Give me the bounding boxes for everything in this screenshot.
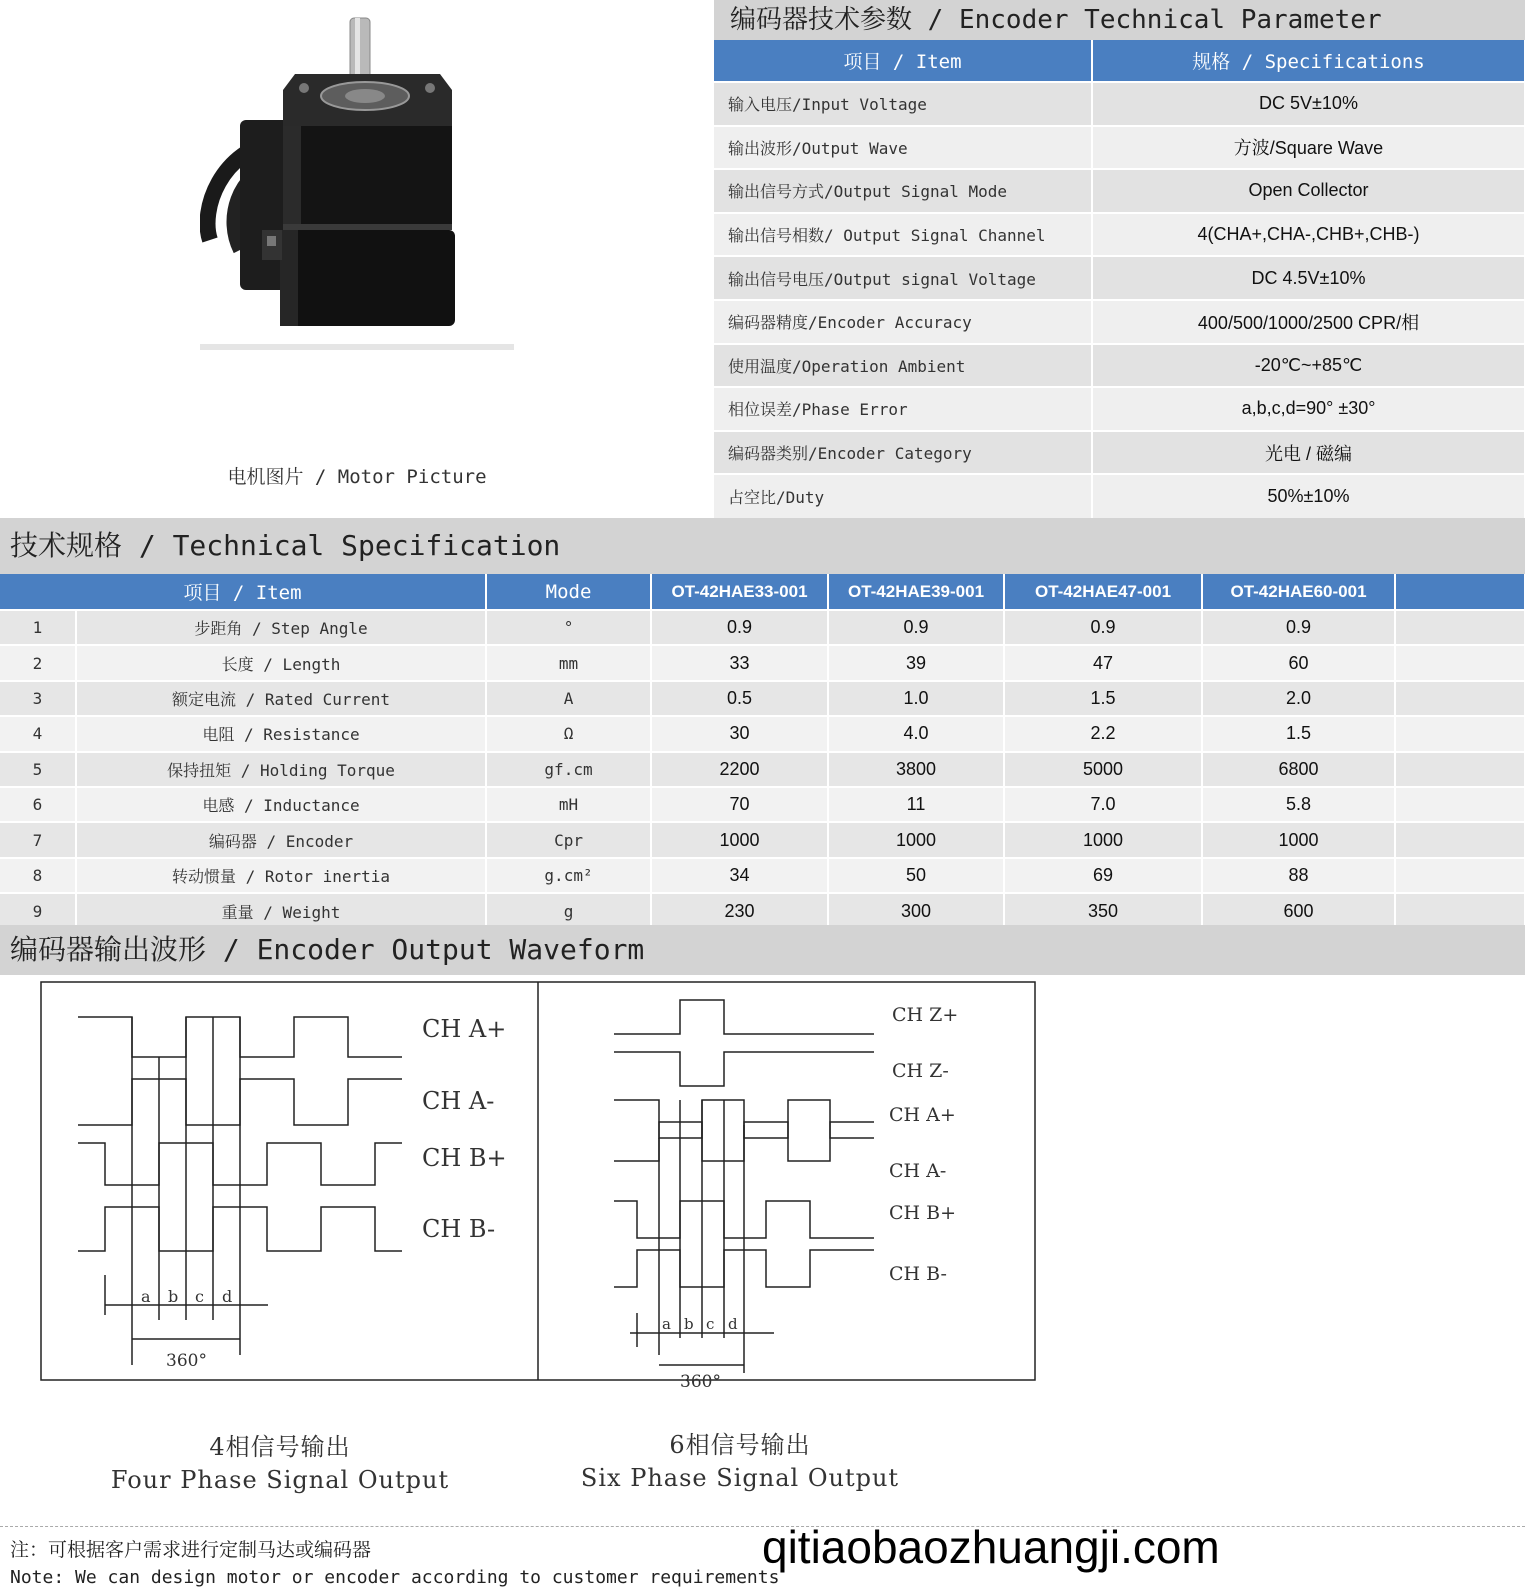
encoder-table-header: [714, 40, 1525, 82]
spec-index: 4: [0, 716, 76, 751]
encoder-spec: a,b,c,d=90° ±30°: [1092, 387, 1525, 431]
spec-value: 0.9: [651, 610, 828, 645]
encoder-parameter-table: [714, 40, 1525, 518]
six-phase-label-a-minus: CH A-: [889, 1160, 947, 1182]
four-phase-caption: [100, 1427, 460, 1494]
encoder-header-spec: 规格 / Specifications: [1092, 40, 1525, 82]
table-row: [714, 213, 1525, 257]
spec-unit: Ω: [486, 716, 651, 751]
spec-value: 2200: [651, 752, 828, 787]
motor-picture-caption: 电机图片 / Motor Picture: [227, 466, 487, 488]
spec-item: 转动惯量 / Rotor inertia: [76, 858, 486, 893]
spec-blank: [1395, 787, 1525, 822]
six-phase-tick: a: [662, 1315, 671, 1333]
encoder-item: 编码器精度/Encoder Accuracy: [714, 300, 1092, 344]
six-phase-label-a-plus: CH A+: [889, 1104, 956, 1126]
spec-unit: g: [486, 893, 651, 928]
spec-item: 电感 / Inductance: [76, 787, 486, 822]
spec-unit: Cpr: [486, 822, 651, 857]
six-phase-label-b-plus: CH B+: [889, 1202, 957, 1224]
encoder-item: 使用温度/Operation Ambient: [714, 344, 1092, 388]
table-row: [714, 474, 1525, 518]
spec-index: 5: [0, 752, 76, 787]
spec-item: 保持扭矩 / Holding Torque: [76, 752, 486, 787]
spec-value: 88: [1202, 858, 1395, 893]
four-phase-label-a-plus: CH A+: [422, 1015, 507, 1043]
spec-value: 70: [651, 787, 828, 822]
four-phase-label-b-minus: CH B-: [422, 1215, 496, 1243]
encoder-spec: 光电 / 磁编: [1092, 431, 1525, 475]
tech-table-header: [0, 574, 1525, 610]
spec-blank: [1395, 858, 1525, 893]
encoder-parameter-panel: [714, 0, 1525, 518]
motor-picture-panel: [0, 0, 714, 518]
spec-value: 47: [1004, 645, 1202, 680]
spec-value: 1.5: [1202, 716, 1395, 751]
table-row: [714, 82, 1525, 126]
spec-value: 6800: [1202, 752, 1395, 787]
table-row: [714, 387, 1525, 431]
waveform-diagram: [0, 975, 1525, 1415]
spec-blank: [1395, 752, 1525, 787]
spec-index: 3: [0, 681, 76, 716]
spec-blank: [1395, 893, 1525, 928]
four-phase-caption-cn: 4相信号输出: [209, 1433, 351, 1461]
technical-spec-table: [0, 574, 1525, 929]
spec-value: 1000: [828, 822, 1004, 857]
spec-unit: mm: [486, 645, 651, 680]
table-row: [714, 431, 1525, 475]
table-row: [714, 300, 1525, 344]
encoder-item: 输出信号相数/ Output Signal Channel: [714, 213, 1092, 257]
spec-index: 9: [0, 893, 76, 928]
spec-item: 长度 / Length: [76, 645, 486, 680]
four-phase-tick: d: [222, 1287, 233, 1306]
spec-index: 2: [0, 645, 76, 680]
website-watermark: qitiaobaozhuangji.com: [762, 1521, 1220, 1573]
spec-value: 1000: [1202, 822, 1395, 857]
six-phase-tick: d: [728, 1315, 738, 1333]
table-row: [0, 787, 1525, 822]
spec-value: 0.9: [1202, 610, 1395, 645]
waveform-title: 编码器输出波形 / Encoder Output Waveform: [0, 925, 1525, 975]
tech-header-mode: Mode: [486, 574, 651, 610]
spec-blank: [1395, 610, 1525, 645]
encoder-spec: 方波/Square Wave: [1092, 126, 1525, 170]
encoder-item: 输出波形/Output Wave: [714, 126, 1092, 170]
table-row: [714, 256, 1525, 300]
encoder-item: 输出信号方式/Output Signal Mode: [714, 169, 1092, 213]
spec-value: 30: [651, 716, 828, 751]
spec-blank: [1395, 645, 1525, 680]
spec-value: 350: [1004, 893, 1202, 928]
spec-value: 39: [828, 645, 1004, 680]
six-phase-caption-cn: 6相信号输出: [669, 1431, 811, 1459]
spec-index: 7: [0, 822, 76, 857]
encoder-spec: Open Collector: [1092, 169, 1525, 213]
spec-blank: [1395, 716, 1525, 751]
four-phase-tick: b: [168, 1287, 179, 1306]
encoder-item: 相位误差/Phase Error: [714, 387, 1092, 431]
six-phase-label-z-minus: CH Z-: [892, 1060, 949, 1082]
table-row: [0, 858, 1525, 893]
encoder-spec: 50%±10%: [1092, 474, 1525, 518]
four-phase-tick: c: [195, 1287, 204, 1306]
encoder-item: 输入电压/Input Voltage: [714, 82, 1092, 126]
spec-blank: [1395, 822, 1525, 857]
spec-item: 电阻 / Resistance: [76, 716, 486, 751]
spec-value: 300: [828, 893, 1004, 928]
encoder-item: 输出信号电压/Output signal Voltage: [714, 256, 1092, 300]
spec-value: 600: [1202, 893, 1395, 928]
encoder-item: 占空比/Duty: [714, 474, 1092, 518]
spec-value: 3800: [828, 752, 1004, 787]
table-row: [714, 169, 1525, 213]
spec-value: 2.0: [1202, 681, 1395, 716]
footer-note-cn: 注：可根据客户需求进行定制马达或编码器: [10, 1539, 372, 1561]
table-row: [0, 645, 1525, 680]
spec-unit: A: [486, 681, 651, 716]
four-phase-tick: a: [141, 1287, 151, 1306]
tech-header-model: OT-42HAE47-001: [1004, 574, 1202, 610]
spec-unit: g.cm²: [486, 858, 651, 893]
footer-note-en: Note: We can design motor or encoder according to customer requirements: [10, 1567, 780, 1588]
six-phase-caption: [560, 1425, 920, 1492]
spec-value: 5.8: [1202, 787, 1395, 822]
table-row: [0, 610, 1525, 645]
four-phase-label-b-plus: CH B+: [422, 1144, 507, 1172]
six-phase-caption-en: Six Phase Signal Output: [580, 1464, 900, 1492]
six-phase-tick: b: [684, 1315, 694, 1333]
spec-value: 230: [651, 893, 828, 928]
table-row: [714, 344, 1525, 388]
encoder-item: 编码器类别/Encoder Category: [714, 431, 1092, 475]
encoder-spec: DC 4.5V±10%: [1092, 256, 1525, 300]
encoder-parameter-title: 编码器技术参数 / Encoder Technical Parameter: [714, 0, 1525, 40]
table-row: [714, 126, 1525, 170]
four-phase-label-a-minus: CH A-: [422, 1087, 495, 1115]
six-phase-label-b-minus: CH B-: [889, 1263, 947, 1285]
tech-header-item: 项目 / Item: [0, 574, 486, 610]
table-row: [0, 822, 1525, 857]
spec-value: 4.0: [828, 716, 1004, 751]
spec-value: 1.5: [1004, 681, 1202, 716]
stepper-motor-image: [200, 10, 540, 360]
six-phase-angle: 360°: [680, 1372, 721, 1392]
technical-spec-title: 技术规格 / Technical Specification: [0, 518, 1525, 574]
spec-value: 50: [828, 858, 1004, 893]
tech-header-model: OT-42HAE60-001: [1202, 574, 1395, 610]
spec-value: 33: [651, 645, 828, 680]
six-phase-tick: c: [706, 1315, 715, 1333]
spec-item: 编码器 / Encoder: [76, 822, 486, 857]
table-row: [0, 681, 1525, 716]
spec-unit: gf.cm: [486, 752, 651, 787]
spec-value: 60: [1202, 645, 1395, 680]
spec-value: 0.5: [651, 681, 828, 716]
tech-header-model: OT-42HAE33-001: [651, 574, 828, 610]
spec-item: 步距角 / Step Angle: [76, 610, 486, 645]
spec-value: 1000: [1004, 822, 1202, 857]
encoder-header-item: 项目 / Item: [714, 40, 1092, 82]
spec-value: 5000: [1004, 752, 1202, 787]
encoder-spec: DC 5V±10%: [1092, 82, 1525, 126]
spec-blank: [1395, 681, 1525, 716]
encoder-spec: 4(CHA+,CHA-,CHB+,CHB-): [1092, 213, 1525, 257]
spec-value: 1.0: [828, 681, 1004, 716]
table-row: [0, 752, 1525, 787]
spec-value: 1000: [651, 822, 828, 857]
tech-header-model: OT-42HAE39-001: [828, 574, 1004, 610]
spec-value: 69: [1004, 858, 1202, 893]
six-phase-label-z-plus: CH Z+: [892, 1004, 959, 1026]
spec-item: 重量 / Weight: [76, 893, 486, 928]
spec-item: 额定电流 / Rated Current: [76, 681, 486, 716]
spec-unit: °: [486, 610, 651, 645]
spec-value: 11: [828, 787, 1004, 822]
spec-value: 7.0: [1004, 787, 1202, 822]
spec-value: 2.2: [1004, 716, 1202, 751]
encoder-spec: 400/500/1000/2500 CPR/相: [1092, 300, 1525, 344]
four-phase-angle: 360°: [166, 1351, 207, 1371]
spec-index: 8: [0, 858, 76, 893]
table-row: [0, 716, 1525, 751]
encoder-spec: -20℃~+85℃: [1092, 344, 1525, 388]
spec-value: 0.9: [828, 610, 1004, 645]
four-phase-caption-en: Four Phase Signal Output: [110, 1466, 450, 1494]
spec-index: 1: [0, 610, 76, 645]
spec-value: 34: [651, 858, 828, 893]
spec-value: 0.9: [1004, 610, 1202, 645]
spec-index: 6: [0, 787, 76, 822]
tech-header-blank: [1395, 574, 1525, 610]
table-row: [0, 893, 1525, 928]
spec-unit: mH: [486, 787, 651, 822]
